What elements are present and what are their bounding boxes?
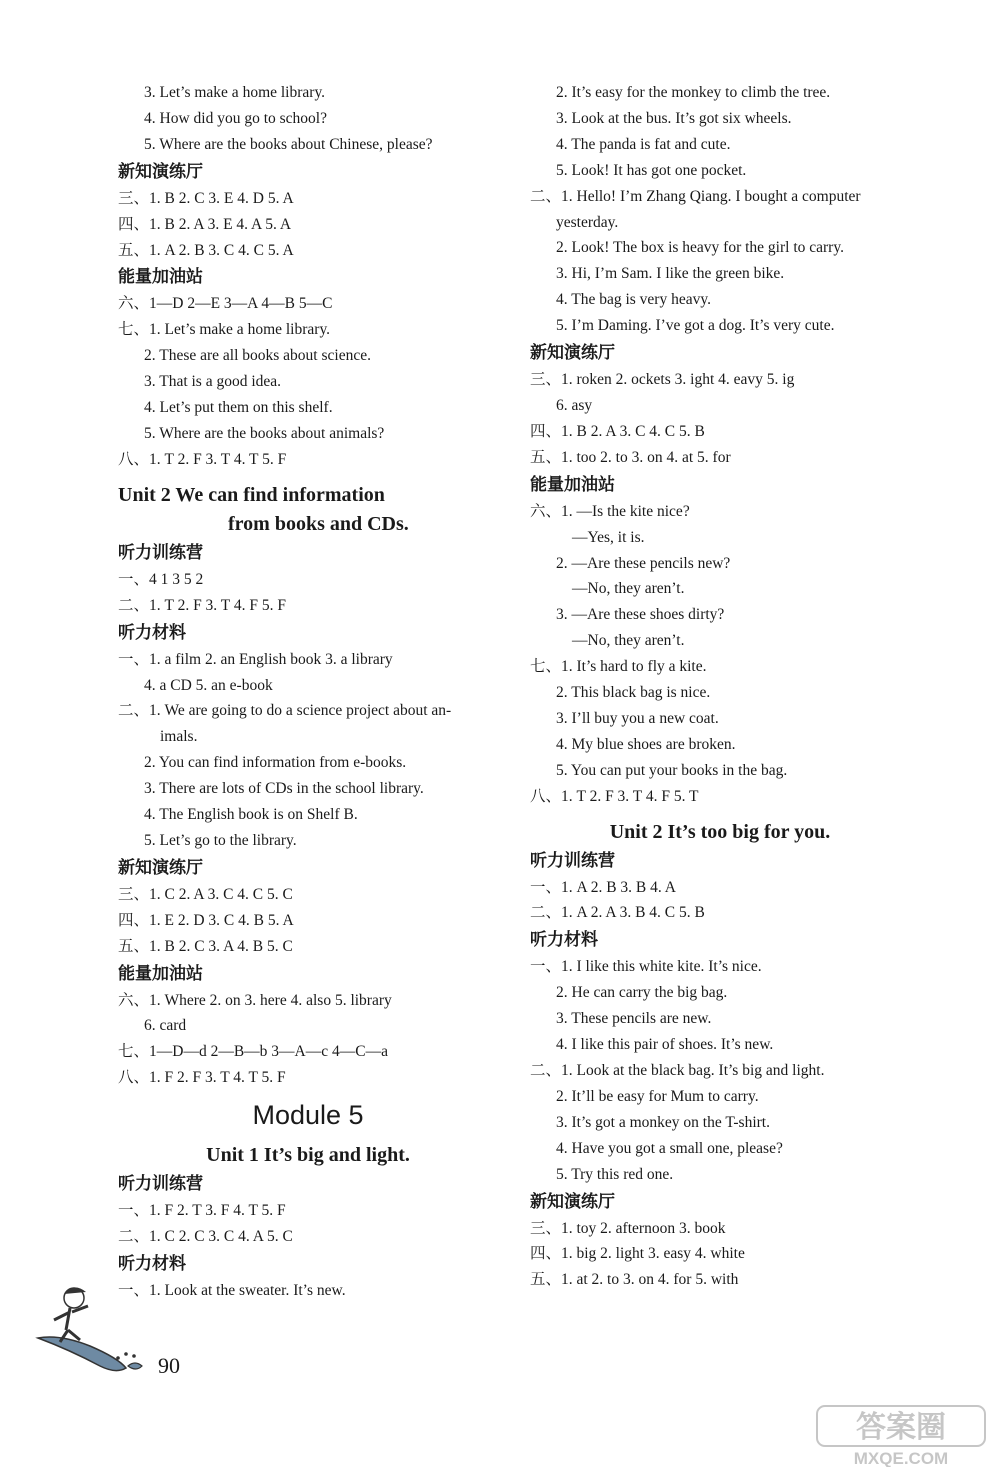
answer-line: 5. Let’s go to the library.	[144, 831, 297, 849]
answer-line: 5. Where are the books about Chinese, please?	[144, 135, 433, 153]
module-title: Module 5	[252, 1100, 364, 1131]
answer-line: 一、1. a film 2. an English book 3. a library	[118, 650, 393, 668]
section-heading: 听力训练营	[118, 1174, 203, 1195]
answer-line: 四、1. big 2. light 3. easy 4. white	[530, 1245, 745, 1263]
section-heading: 能量加油站	[118, 267, 203, 288]
answer-line: 七、1—D—d 2—B—b 3—A—c 4—C—a	[118, 1043, 388, 1061]
answer-line: 4. The panda is fat and cute.	[556, 135, 731, 153]
answer-line: 六、1. —Is the kite nice?	[530, 502, 690, 520]
answer-line: 3. Hi, I’m Sam. I like the green bike.	[556, 265, 785, 283]
answer-line: 八、1. F 2. F 3. T 4. T 5. F	[118, 1069, 286, 1087]
answer-line: 4. The English book is on Shelf B.	[144, 806, 358, 824]
answer-line: 五、1. A 2. B 3. C 4. C 5. A	[118, 241, 294, 259]
answer-line: 五、1. too 2. to 3. on 4. at 5. for	[530, 448, 731, 466]
answer-line: 4. My blue shoes are broken.	[556, 735, 736, 753]
answer-line: 5. Look! It has got one pocket.	[556, 161, 747, 179]
answer-line: —No, they aren’t.	[572, 580, 685, 598]
unit-title: Unit 1 It’s big and light.	[206, 1144, 410, 1167]
answer-line: 3. —Are these shoes dirty?	[556, 606, 725, 624]
answer-line: 4. Let’s put them on this shelf.	[144, 399, 333, 417]
section-heading: 听力训练营	[530, 850, 615, 871]
answer-line: 4. How did you go to school?	[144, 109, 327, 127]
unit-title-continued: from books and CDs.	[228, 512, 409, 535]
right-column	[530, 80, 910, 1293]
answer-line: 3. Let’s make a home library.	[144, 84, 326, 101]
answer-line: 五、1. at 2. to 3. on 4. for 5. with	[530, 1271, 739, 1289]
answer-line: 3. I’ll buy you a new coat.	[556, 709, 719, 727]
answer-line: —Yes, it is.	[572, 528, 645, 546]
answer-line: 6. card	[144, 1017, 187, 1035]
answer-line: 5. Where are the books about animals?	[144, 424, 385, 442]
answer-line: 4. I like this pair of shoes. It’s new.	[556, 1036, 774, 1054]
watermark-cn: 答案圈	[856, 1410, 946, 1445]
answer-line: 3. There are lots of CDs in the school library.	[144, 780, 424, 798]
section-heading: 新知演练厅	[530, 343, 615, 364]
answer-line: 2. This black bag is nice.	[556, 684, 711, 702]
answer-line: 5. You can put your books in the bag.	[556, 761, 788, 779]
answer-line: 八、1. T 2. F 3. T 4. T 5. F	[118, 450, 287, 468]
answer-line: 二、1. C 2. C 3. C 4. A 5. C	[118, 1228, 293, 1246]
answer-line: 一、1. Look at the sweater. It’s new.	[118, 1282, 346, 1299]
unit-title: Unit 2 We can find information	[118, 483, 385, 506]
answer-line: 4. The bag is very heavy.	[556, 291, 711, 309]
section-heading: 听力训练营	[118, 542, 203, 563]
answer-line: 4. Have you got a small one, please?	[556, 1139, 783, 1157]
answer-line: 5. I’m Daming. I’ve got a dog. It’s very cute.	[556, 317, 835, 335]
answer-line: 3. It’s got a monkey on the T-shirt.	[556, 1113, 770, 1131]
answer-line: 2. It’ll be easy for Mum to carry.	[556, 1087, 759, 1105]
answer-line: 二、1. We are going to do a science project about an-	[118, 702, 452, 720]
answer-line: 一、1. F 2. T 3. F 4. T 5. F	[118, 1202, 286, 1220]
answer-line: imals.	[160, 728, 198, 746]
answer-line: 2. —Are these pencils new?	[556, 554, 731, 572]
answer-line: 三、1. B 2. C 3. E 4. D 5. A	[118, 189, 294, 207]
section-heading: 能量加油站	[118, 963, 203, 984]
answer-line: 5. Try this red one.	[556, 1165, 674, 1183]
section-heading: 能量加油站	[530, 474, 615, 495]
section-heading: 新知演练厅	[118, 161, 203, 182]
answer-line: 一、1. I like this white kite. It’s nice.	[530, 958, 762, 976]
answer-line: 七、1. Let’s make a home library.	[118, 321, 331, 339]
section-heading: 新知演练厅	[118, 857, 203, 878]
answer-line: 一、4 1 3 5 2	[118, 570, 204, 588]
answer-line: 3. These pencils are new.	[556, 1010, 712, 1028]
answer-line: 六、1—D 2—E 3—A 4—B 5—C	[118, 295, 333, 313]
answer-line: 2. These are all books about science.	[144, 347, 371, 365]
answer-line: 三、1. C 2. A 3. C 4. C 5. C	[118, 885, 293, 903]
watermark-logo	[816, 1405, 986, 1467]
answer-line: 3. That is a good idea.	[144, 373, 282, 391]
answer-line: yesterday.	[556, 213, 619, 231]
section-heading: 听力材料	[118, 622, 186, 643]
answer-line: 6. asy	[556, 396, 593, 414]
answer-line: 八、1. T 2. F 3. T 4. F 5. T	[530, 787, 699, 805]
answer-line: 4. a CD 5. an e-book	[144, 676, 273, 694]
answer-line: 三、1. roken 2. ockets 3. ight 4. eavy 5. ig	[530, 371, 795, 389]
section-heading: 新知演练厅	[530, 1191, 615, 1212]
surfing-kid-illustration	[30, 1280, 155, 1375]
answer-line: 二、1. A 2. A 3. B 4. C 5. B	[530, 904, 705, 922]
answer-line: 五、1. B 2. C 3. A 4. B 5. C	[118, 937, 293, 955]
left-column	[118, 80, 498, 1304]
answer-line: 二、1. T 2. F 3. T 4. F 5. F	[118, 596, 286, 614]
section-heading: 听力材料	[118, 1254, 186, 1274]
answer-line: 二、1. Hello! I’m Zhang Qiang. I bought a computer	[530, 187, 861, 205]
watermark-en: MXQE.COM	[853, 1449, 949, 1467]
unit-title: Unit 2 It’s too big for you.	[609, 820, 831, 843]
answer-line: 四、1. E 2. D 3. C 4. B 5. A	[118, 911, 294, 929]
answer-line: 2. Look! The box is heavy for the girl to carry.	[556, 239, 844, 257]
answer-line: 2. He can carry the big bag.	[556, 984, 728, 1002]
answer-line: 一、1. A 2. B 3. B 4. A	[530, 878, 676, 896]
page-number: 90	[158, 1353, 180, 1378]
answer-line: 四、1. B 2. A 3. E 4. A 5. A	[118, 215, 292, 233]
answer-line: 2. It’s easy for the monkey to climb the tree.	[556, 84, 831, 101]
answer-line: 3. Look at the bus. It’s got six wheels.	[556, 109, 792, 127]
answer-line: —No, they aren’t.	[572, 632, 685, 650]
answer-line: 三、1. toy 2. afternoon 3. book	[530, 1219, 726, 1237]
answer-line: 七、1. It’s hard to fly a kite.	[530, 658, 707, 676]
answer-line: 二、1. Look at the black bag. It’s big and light.	[530, 1062, 825, 1079]
answer-line: 2. You can find information from e-books.	[144, 754, 407, 772]
answer-line: 四、1. B 2. A 3. C 4. C 5. B	[530, 422, 705, 440]
answer-line: 六、1. Where 2. on 3. here 4. also 5. library	[118, 991, 392, 1009]
section-heading: 听力材料	[530, 930, 598, 951]
